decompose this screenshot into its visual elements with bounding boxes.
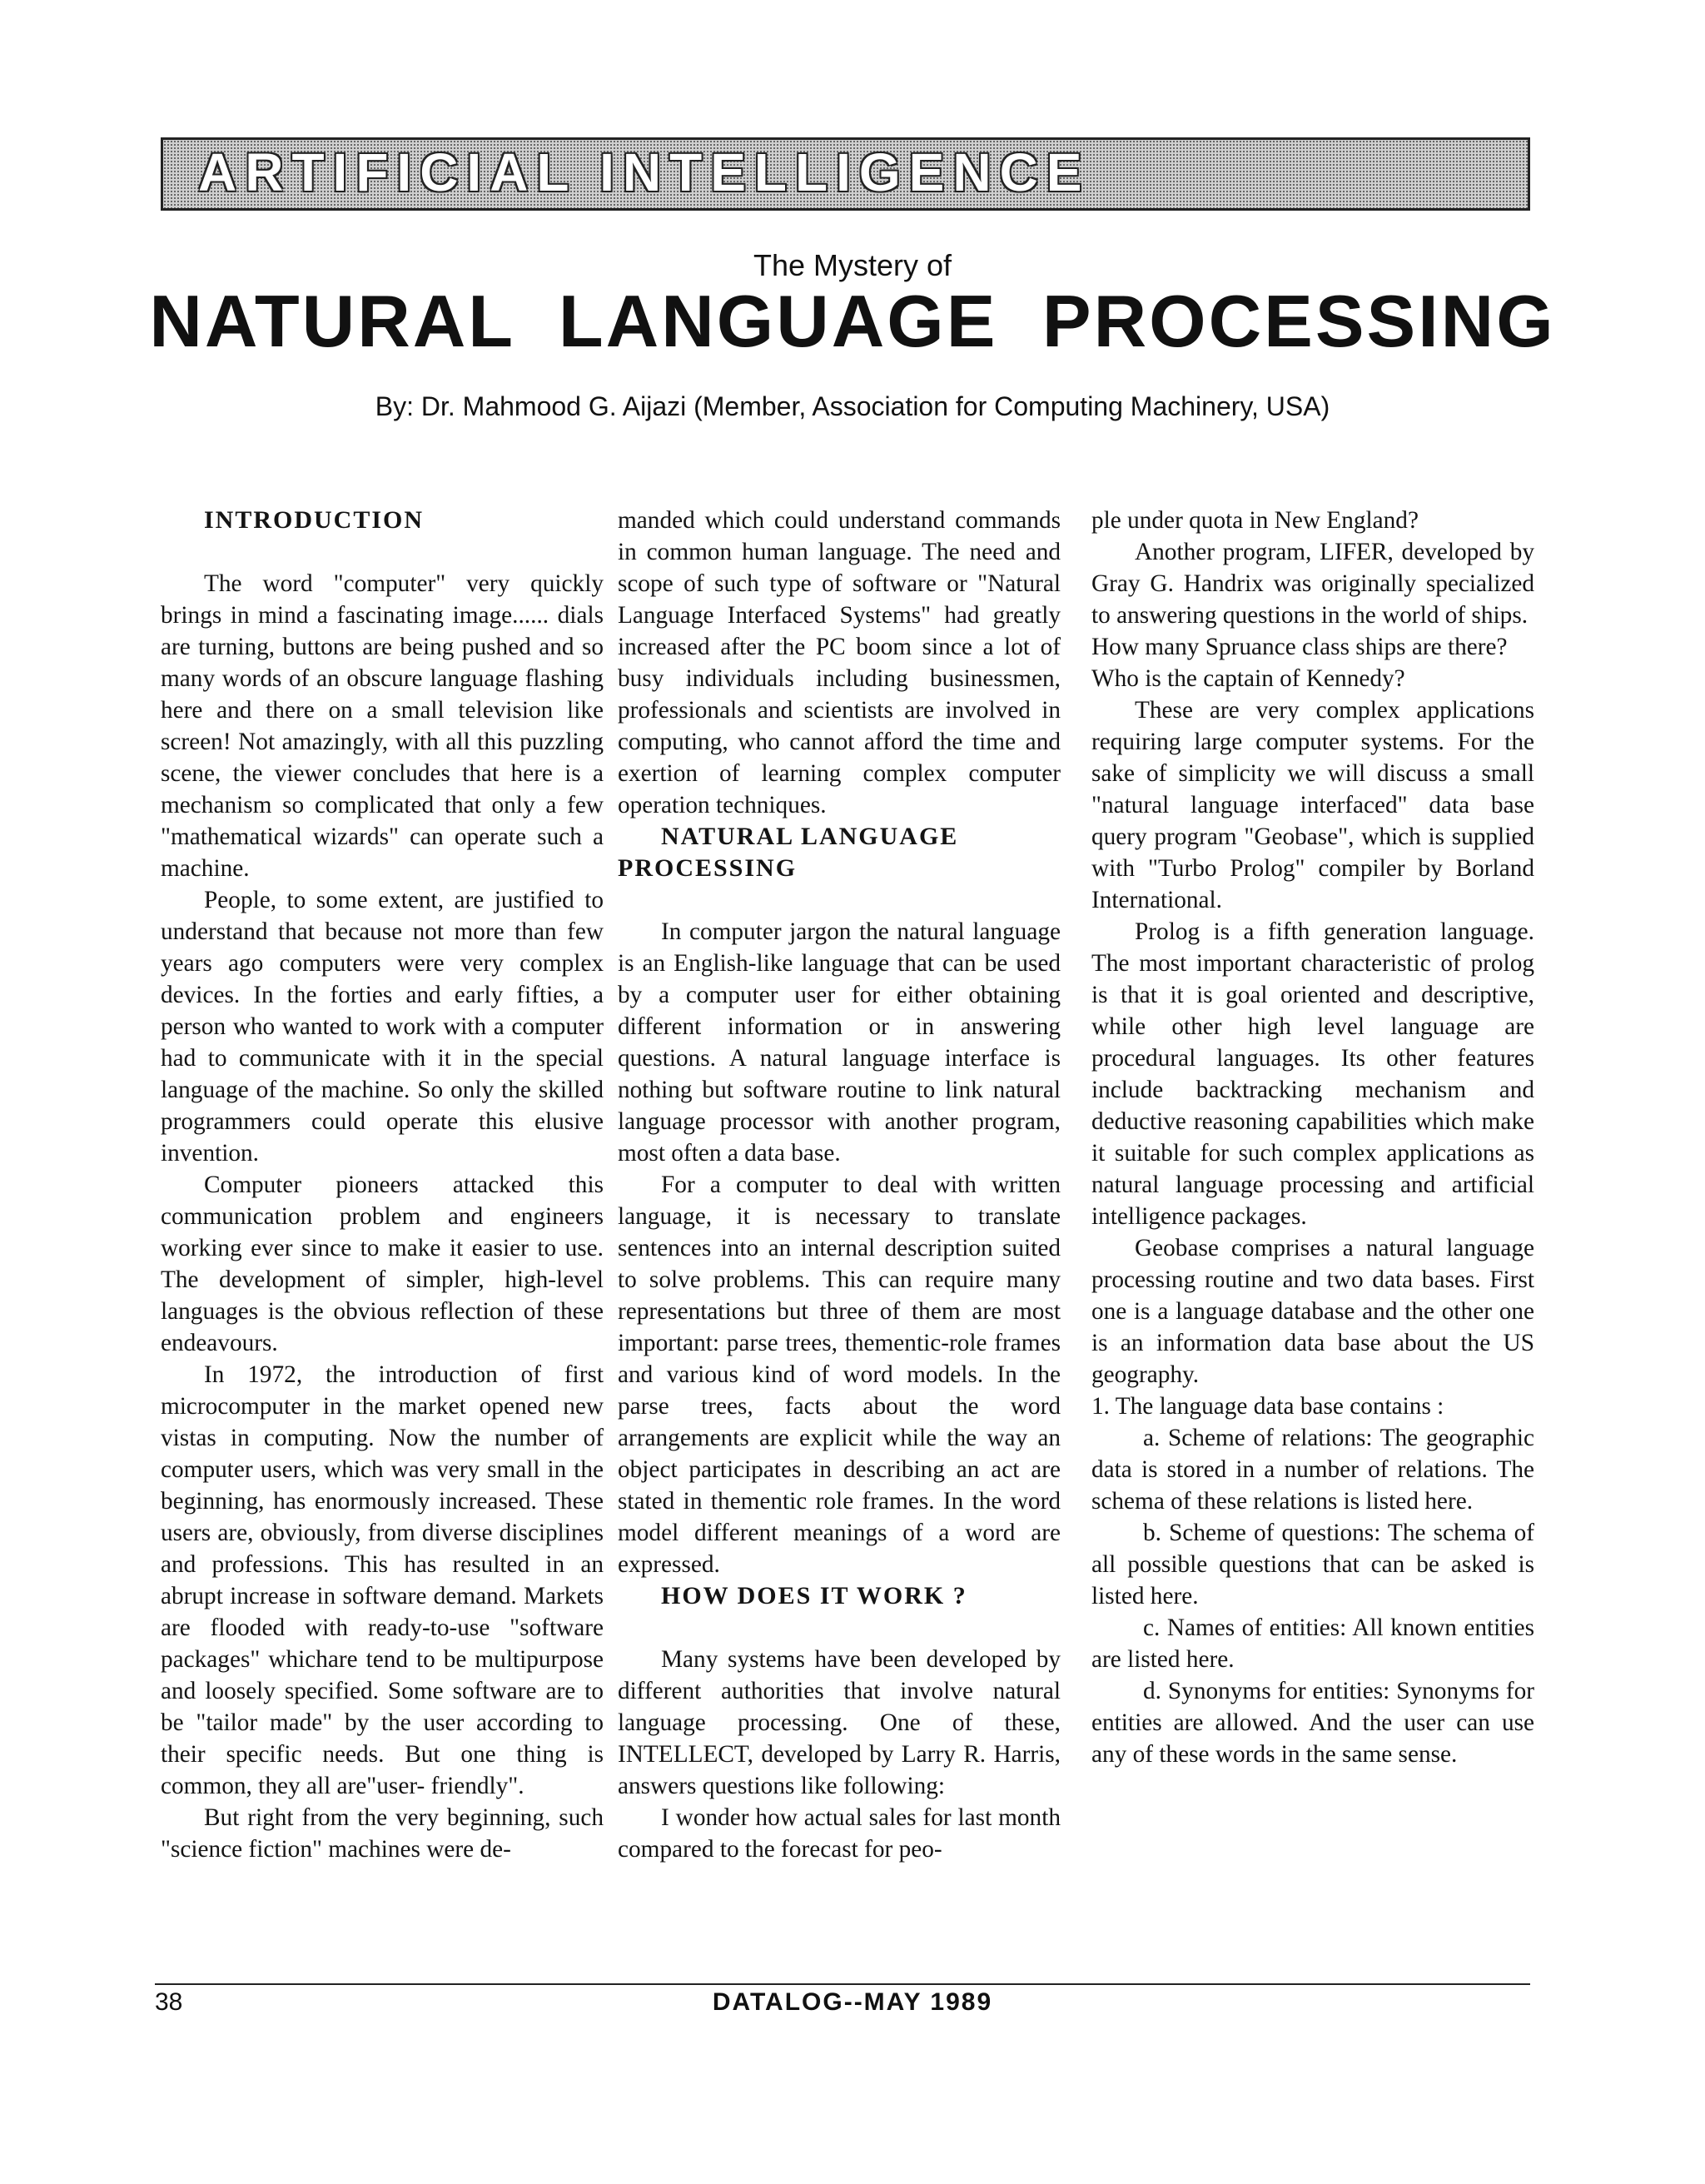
paragraph: ple under quota in New England?: [1091, 507, 1419, 534]
article-column-3: [1091, 505, 1534, 1770]
example-question: How many Spruance class ships are there?: [1091, 634, 1508, 660]
section-banner: [161, 137, 1530, 211]
page-number: 38: [155, 1988, 183, 2016]
paragraph: In 1972, the introduction of first microcomputer in the market opened new vistas in computing. Now the number of computer users, which was very small in the beginning, has enormously increased. These users are, obviously, from diverse disciplines and professions. This has resulted in an abrupt increase in software demand. Markets are flooded with ready-to-use "software packages" whichare tend to be multipurpose and loosely specified. Some software are to be "tailor made" by the user according to their specific needs. But one thing is common, they all are"user- friendly".: [161, 1361, 604, 1799]
article-kicker: The Mystery of: [753, 248, 952, 282]
paragraph: The word "computer" very quickly brings in mind a fascinating image...... dials are turning, buttons are being pushed and so many words of an obscure language flashing here and there on a small television like screen! Not amazingly, with all this puzzling scene, the viewer concludes that here is a mechanism so complicated that only a few "mathematical wizards" can operate such a machine.: [161, 570, 604, 882]
section-heading-introduction: INTRODUCTION: [204, 506, 425, 534]
paragraph: For a computer to deal with written language, it is necessary to translate sentences into an internal description suited to solve problems. This can require many representations but three of them are most important: parse trees, thementic-role frames and various kind of word models. In the parse trees, facts about the word arrangements are explicit while the way an object participates in describing an act are stated in thementic role frames. In the word model different meanings of a word are expressed.: [618, 1172, 1061, 1578]
banner-label: ARTIFICIAL INTELLIGENCE: [198, 142, 1091, 202]
list-item: a. Scheme of relations: The geographic data is stored in a number of relations. The schema of these relations is listed here.: [1091, 1425, 1534, 1515]
paragraph: Geobase comprises a natural language processing routine and two data bases. First one is a language database and the other one is an information data base about the US geography.: [1091, 1235, 1534, 1388]
section-heading-how-it-works: HOW DOES IT WORK ?: [661, 1582, 967, 1609]
paragraph: Many systems have been developed by different authorities that involve natural language processing. One of these, INTELLECT, developed by Larry R. Harris, answers questions like following:: [618, 1646, 1061, 1799]
article-byline: By: Dr. Mahmood G. Aijazi (Member, Association for Computing Machinery, USA): [375, 391, 1330, 421]
section-heading-nlp: NATURAL LANGUAGE PROCESSING: [618, 823, 959, 882]
example-question: Who is the captain of Kennedy?: [1091, 665, 1405, 692]
paragraph: I wonder how actual sales for last month compared to the forecast for peo-: [618, 1804, 1061, 1863]
article-column-2: [618, 505, 1061, 1865]
list-intro: 1. The language data base contains :: [1091, 1393, 1444, 1420]
paragraph: manded which could understand commands in common human language. The need and scope of such type of software or "Natural Language Interfaced Systems" had greatly increased after the PC boom since a lot of busy individuals including businessmen, professionals and scientists are involved in computing, who cannot afford the time and exertion of learning complex computer operation techniques.: [618, 507, 1061, 818]
paragraph: Computer pioneers attacked this communication problem and engineers working ever since to make it easier to use. The development of simpler, high-level languages is the obvious reflection of these endeavours.: [161, 1172, 604, 1356]
paragraph: Another program, LIFER, developed by Gray G. Handrix was originally specialized to answering questions in the world of ships.: [1091, 539, 1534, 629]
list-item: c. Names of entities: All known entities are listed here.: [1091, 1614, 1534, 1673]
article-column-1: [161, 505, 604, 1865]
paragraph: People, to some extent, are justified to understand that because not more than few years ago computers were very complex devices. In the forties and early fifties, a person who wanted to work with a computer had to communicate with it in the special language of the machine. So only the skilled programmers could operate this elusive invention.: [161, 887, 604, 1167]
list-item: b. Scheme of questions: The schema of all possible questions that can be asked is listed here.: [1091, 1520, 1534, 1609]
article-title: NATURAL LANGUAGE PROCESSING: [149, 280, 1556, 362]
footer-publication: DATALOG--MAY 1989: [712, 1988, 993, 2016]
footer-divider: [155, 1983, 1530, 1985]
paragraph: But right from the very beginning, such "science fiction" machines were de-: [161, 1804, 604, 1863]
list-item: d. Synonyms for entities: Synonyms for entities are allowed. And the user can use any of these words in the same sense.: [1091, 1678, 1534, 1768]
paragraph: Prolog is a fifth generation language. The most important characteristic of prolog is that it is goal oriented and descriptive, while other high level language are procedural languages. Its other features include backtracking mechanism and deductive reasoning capabilities which make it suitable for such complex applications as natural language processing and artificial intelligence packages.: [1091, 918, 1534, 1230]
paragraph: In computer jargon the natural language is an English-like language that can be used by a computer user for either obtaining different information or in answering questions. A natural language interface is nothing but software routine to link natural language processor with another program, most often a data base.: [618, 918, 1061, 1167]
paragraph: These are very complex applications requiring large computer systems. For the sake of simplicity we will discuss a small "natural language interfaced" data base query program "Geobase", which is supplied with "Turbo Prolog" compiler by Borland International.: [1091, 697, 1534, 913]
